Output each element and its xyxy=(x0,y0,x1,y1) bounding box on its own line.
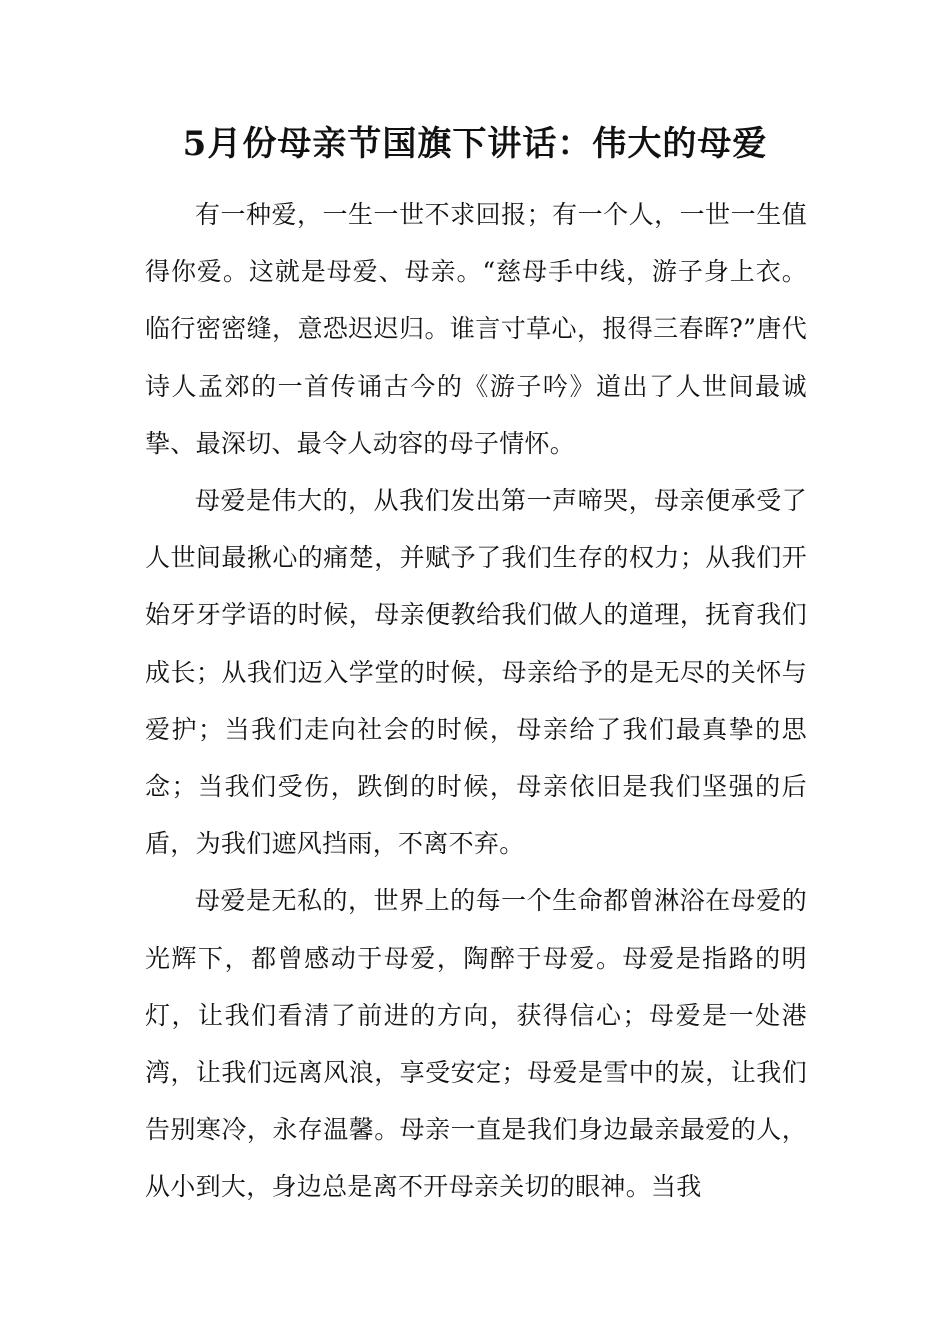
paragraph-2: 母爱是伟大的，从我们发出第一声啼哭，母亲便承受了人世间最揪心的痛楚，并赋予了我们生存的权力；从我们开始牙牙学语的时候，母亲便教给我们做人的道理，抚育我们成长；从我们迈入学堂的时候，母亲给予的是无尽的关怀与爱护；当我们走向社会的时候，母亲给了我们最真挚的思念；当我们受伤，跌倒的时候，母亲依旧是我们坚强的后盾，为我们遮风挡雨，不离不弃。 xyxy=(145,486,807,859)
paragraph-3: 母爱是无私的，世界上的每一个生命都曾淋浴在母爱的光辉下，都曾感动于母爱，陶醉于母爱。母爱是指路的明灯，让我们看清了前进的方向，获得信心；母爱是一处港湾，让我们远离风浪，享受安定；母爱是雪中的炭，让我们告别寒冷，永存温馨。母亲一直是我们身边最亲最爱的人，从小到大，身边总是离不开母亲关切的眼神。当我 xyxy=(145,886,807,1202)
document-title: 5月份母亲节国旗下讲话：伟大的母爱 xyxy=(182,124,768,164)
paragraph-1: 有一种爱，一生一世不求回报；有一个人，一世一生值得你爱。这就是母爱、母亲。“慈母手中线，游子身上衣。临行密密缝，意恐迟迟归。谁言寸草心，报得三春晖?”唐代诗人孟郊的一首传诵古今的《游子吟》道出了人世间最诚挚、最深切、最令人动容的母子情怀。 xyxy=(145,200,807,458)
document-body xyxy=(145,186,807,1216)
